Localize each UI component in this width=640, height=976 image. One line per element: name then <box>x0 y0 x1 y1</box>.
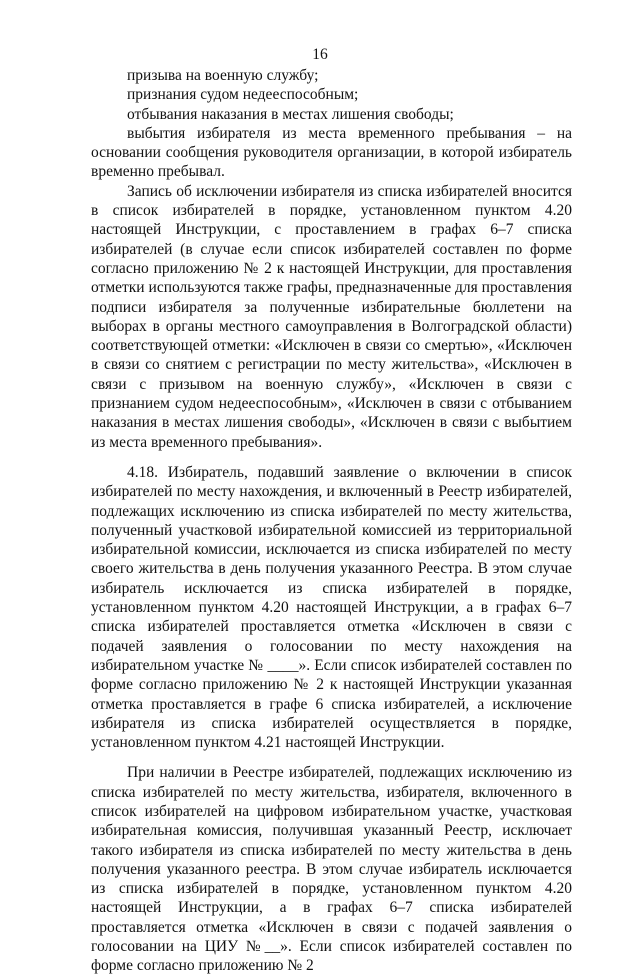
list-item: призыва на военную службу; <box>127 67 319 84</box>
paragraph-registry: При наличии в Реестре избирателей, подлежащих исключению из списка избирателей по месту жительства, избирателя, включенного в список избирателей на цифровом избирательном участке, участковая избирательная комиссия, получившая указанный Реестр, исключает такого избирателя из списка избирателей по месту жительства в день получения указанного реестра. В этом случае избиратель исключается из списка избирателей в порядке, установленном пунктом 4.20 настоящей Инструкции, а в графах 6–7 списка избирателей проставляется отметка «Исключен в связи с подачей заявления о голосовании на ЦИУ №__». Если список избирателей составлен по форме согласно приложению № 2 <box>91 764 572 975</box>
list-item: выбытия избирателя из места временного пребывания – на основании сообщения руководителя организации, в которой избиратель временно пребывал. <box>91 124 572 181</box>
list-item: отбывания наказания в местах лишения свободы; <box>127 105 454 123</box>
document-body <box>91 66 572 976</box>
paragraph-4-18: 4.18. Избиратель, подавший заявление о включении в список избирателей по месту нахождения, и включенный в Реестр избирателей, подлежащих исключению из списка избирателей по месту жительства, полученный участковой избирательной комиссией из территориальной избирательной комиссии, исключается из списка избирателей по месту своего жительства в день получения указанного Реестра. В этом случае избиратель исключается из списка избирателей в порядке, установленном пунктом 4.20 настоящей Инструкции, а в графах 6–7 списка избирателей проставляется отметка «Исключен в связи с подачей заявления о голосовании по месту нахождения на избирательном участке № ____». Если список избирателей составлен по форме согласно приложению № 2 к настоящей Инструкции указанная отметка проставляется в графе 6 списка избирателей, а исключение избирателя из списка избирателей осуществляется в порядке, установленном пунктом 4.21 настоящей Инструкции. <box>91 463 572 752</box>
list-item: признания судом недееспособным; <box>127 86 359 104</box>
paragraph-exclusion-record: Запись об исключении избирателя из списка избирателей вносится в список избирателей в порядке, установленном пунктом 4.20 настоящей Инструкции, с проставлением в графах 6–7 списка избирателей (в случае если список избирателей составлен по форме согласно приложению № 2 к настоящей Инструкции, для проставления отметки используются также графы, предназначенные для проставления подписи избирателя за полученные избирательные бюллетени на выборах в органы местного самоуправления в Волгоградской области) соответствующей отметки: «Исключен в связи со смертью», «Исключен в связи со снятием с регистрации по месту жительства», «Исключен в связи с призывом на военную службу», «Исключен в связи с признанием судом недееспособным», «Исключен в связи с отбыванием наказания в местах лишения свободы», «Исключен в связи с выбытием из места временного пребывания». <box>91 182 572 451</box>
page-number: 16 <box>312 46 328 63</box>
